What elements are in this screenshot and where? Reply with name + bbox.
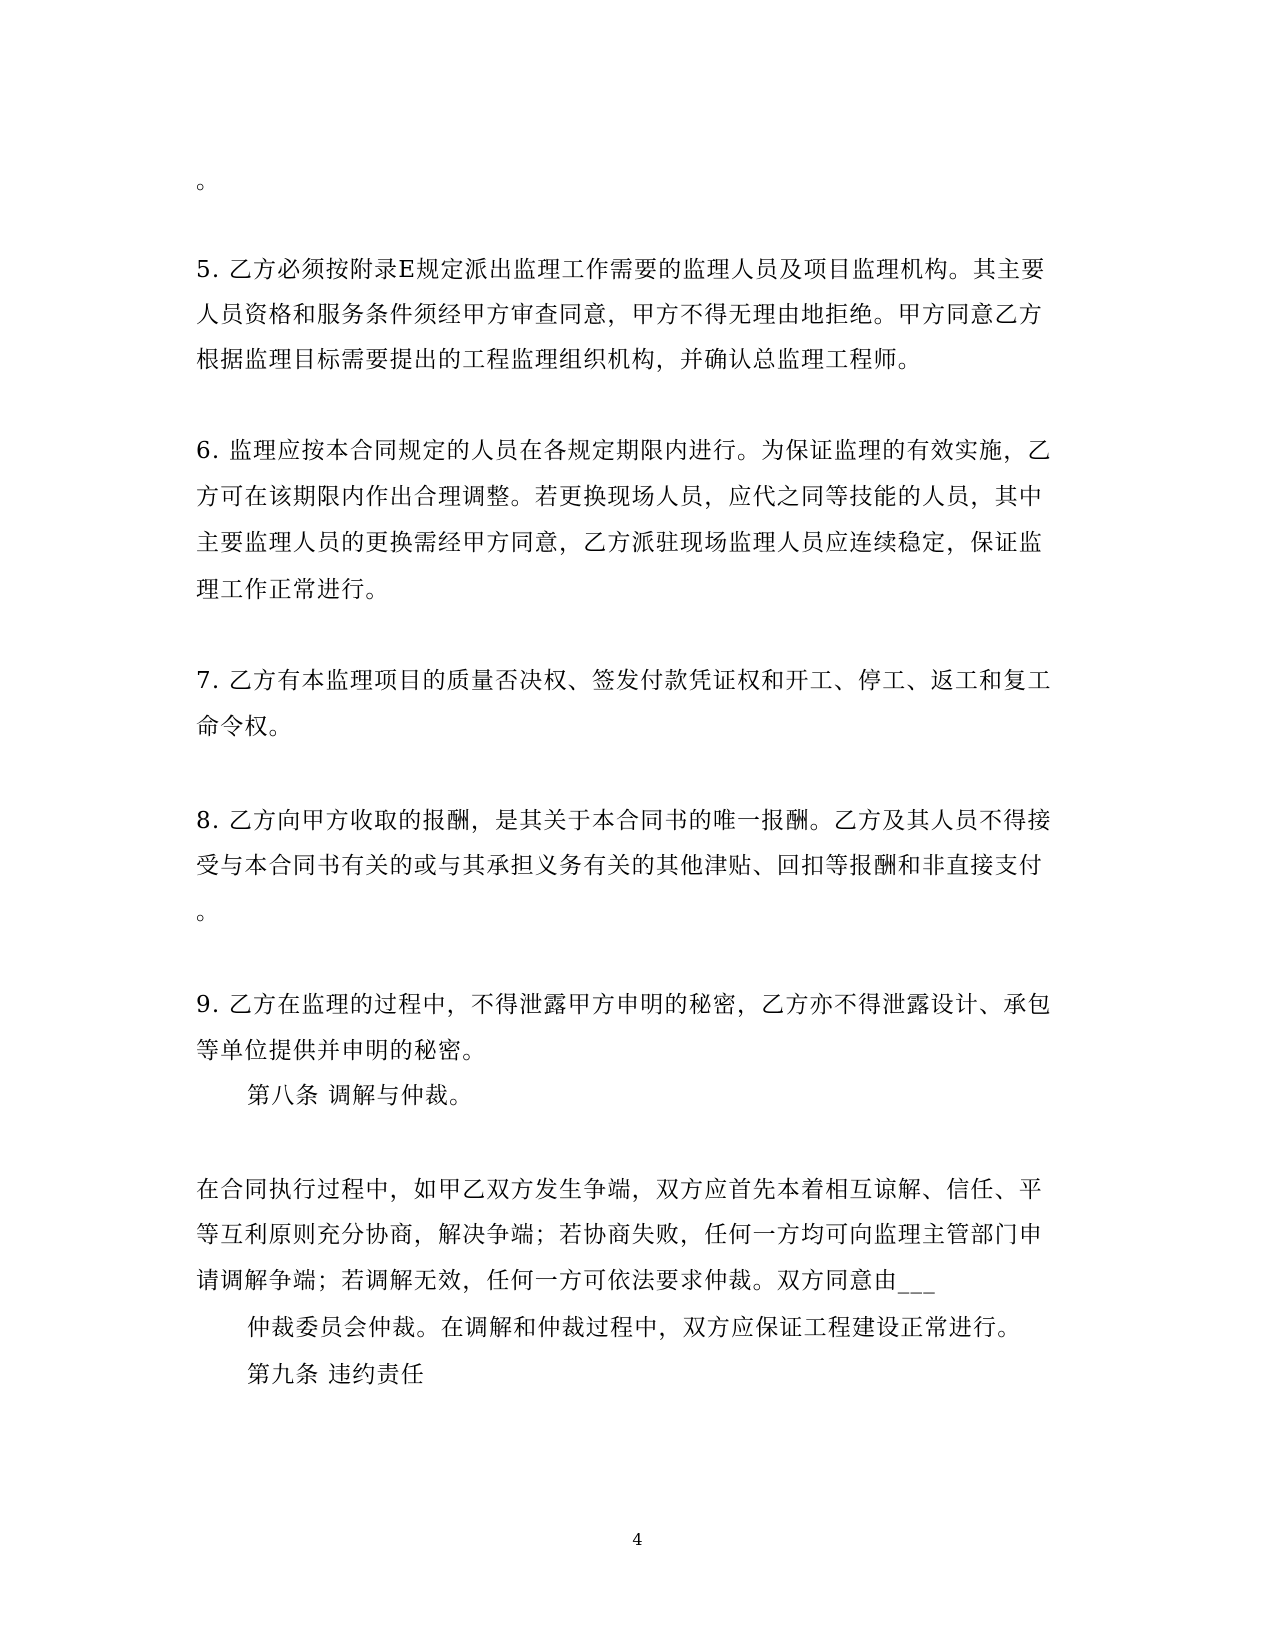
text-line: 等单位提供并申明的秘密。 [196,1038,487,1064]
text-line: 理工作正常进行。 [196,577,390,603]
text-line: 5. 乙方必须按附录E规定派出监理工作需要的监理人员及项目监理机构。其主要 [196,257,1046,283]
text-line: 方可在该期限内作出合理调整。若更换现场人员，应代之同等技能的人员，其中 [196,484,1043,510]
text-line: 仲裁委员会仲裁。在调解和仲裁过程中，双方应保证工程建设正常进行。 [247,1315,1022,1341]
text-line: 人员资格和服务条件须经甲方审查同意，甲方不得无理由地拒绝。甲方同意乙方 [196,302,1043,328]
section-heading: 第九条 违约责任 [247,1362,425,1388]
text-line: 。 [196,168,221,194]
text-line: 。 [196,899,221,925]
text-line: 6. 监理应按本合同规定的人员在各规定期限内进行。为保证监理的有效实施，乙 [196,438,1052,464]
text-line: 7. 乙方有本监理项目的质量否决权、签发付款凭证权和开工、停工、返工和复工 [196,668,1052,694]
text-line: 等互利原则充分协商，解决争端；若协商失败，任何一方均可向监理主管部门申 [196,1222,1043,1248]
section-heading: 第八条 调解与仲裁。 [247,1083,474,1109]
text-line: 9. 乙方在监理的过程中，不得泄露甲方申明的秘密，乙方亦不得泄露设计、承包 [196,992,1052,1018]
text-line: 命令权。 [196,714,293,740]
text-line: 在合同执行过程中，如甲乙双方发生争端，双方应首先本着相互谅解、信任、平 [196,1177,1043,1203]
text-line: 主要监理人员的更换需经甲方同意，乙方派驻现场监理人员应连续稳定，保证监 [196,530,1043,556]
page-number: 4 [632,1530,643,1549]
text-line: 受与本合同书有关的或与其承担义务有关的其他津贴、回扣等报酬和非直接支付 [196,853,1043,879]
text-line: 根据监理目标需要提出的工程监理组织机构，并确认总监理工程师。 [196,347,922,373]
text-line: 8. 乙方向甲方收取的报酬，是其关于本合同书的唯一报酬。乙方及其人员不得接 [196,808,1052,834]
text-line: 请调解争端；若调解无效，任何一方可依法要求仲裁。双方同意由___ [196,1268,936,1294]
